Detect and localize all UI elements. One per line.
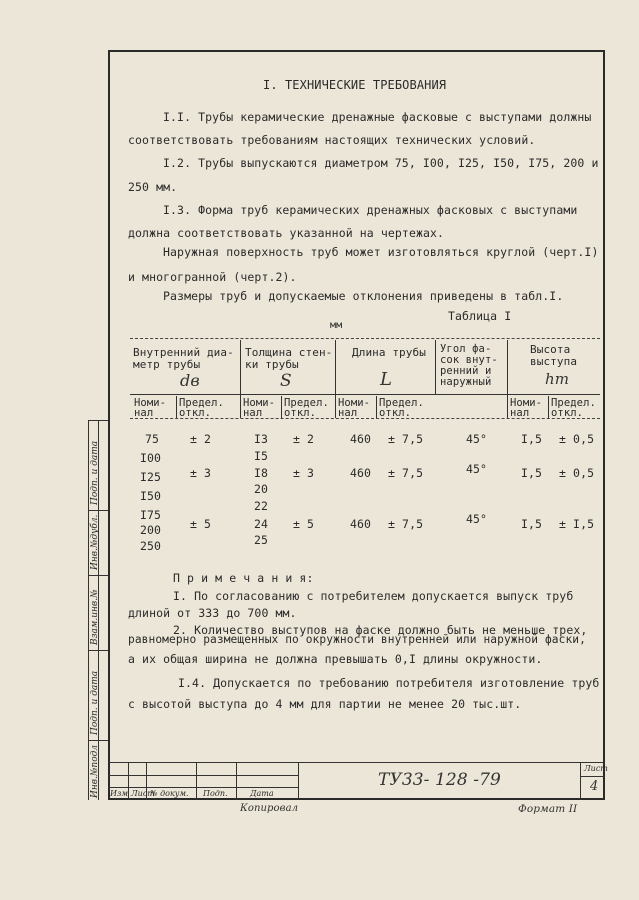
note-1-line2: длиной от 333 до 700 мм. <box>128 606 297 620</box>
table-col-divider <box>335 340 336 418</box>
subheader-deviation: Предел. <box>379 397 424 409</box>
table-cell-height: I,5 <box>521 432 543 446</box>
table-cell-height-dev: ± 0,5 <box>559 432 595 446</box>
table-cell-height-dev: ± I,5 <box>559 517 595 531</box>
table-cell-length-dev: ± 7,5 <box>388 517 424 531</box>
table-cell-height-dev: ± 0,5 <box>559 466 595 480</box>
sheet-number: 4 <box>590 779 599 794</box>
table-col-divider <box>240 340 241 418</box>
table-caption: Таблица I <box>448 309 512 323</box>
title-block-rule <box>108 787 298 788</box>
title-block-date: Дата <box>250 789 274 798</box>
table-cell-diameter: 75 <box>145 432 160 446</box>
table-subcol-divider <box>176 396 177 418</box>
side-stamp-label: Подп. и дата <box>90 440 100 505</box>
table-cell-wall: I3 <box>254 432 269 446</box>
table-col-divider <box>435 340 436 394</box>
note-1-line1: I. По согласованию с потребителем допускается выпуск труб <box>173 589 574 603</box>
subheader-deviation: откл. <box>284 407 317 419</box>
subheader-nominal: нал <box>134 407 154 419</box>
table-cell-diameter: I50 <box>140 489 162 503</box>
header-angle: Угол фа- <box>440 343 492 355</box>
table-subcol-divider <box>281 396 282 418</box>
title-block-list: Лист <box>131 789 155 798</box>
header-height: Высота <box>530 343 571 356</box>
header-height: выступа <box>530 355 578 368</box>
subheader-deviation: Предел. <box>284 397 329 409</box>
subheader-deviation: Предел. <box>179 397 224 409</box>
subheader-deviation: Предел. <box>551 397 596 409</box>
table-cell-diameter: I75 <box>140 508 162 522</box>
table-subcol-divider <box>548 396 549 418</box>
subheader-deviation: откл. <box>379 407 412 419</box>
table-cell-length: 460 <box>350 517 372 531</box>
table-cell-length: 460 <box>350 466 372 480</box>
paragraph-1-1-line2: соответствовать требованиям настоящих технических условий. <box>128 133 536 147</box>
header-inner-diameter: Внутренний диа- <box>133 346 234 359</box>
header-wall: ки трубы <box>245 358 299 371</box>
title-block-sign: Подп. <box>203 789 228 798</box>
title-block-divider <box>128 762 129 800</box>
title-block-rule <box>108 762 605 763</box>
header-wall-symbol: S <box>280 371 292 391</box>
title-block-divider <box>236 762 237 800</box>
table-cell-wall-dev: ± 2 <box>293 432 315 446</box>
subheader-deviation: откл. <box>551 407 584 419</box>
table-cell-diameter-dev: ± 5 <box>190 517 212 531</box>
side-stamp-label: Взам.инв.№ <box>90 589 100 645</box>
header-height-symbol: hт <box>545 370 570 388</box>
side-stamp-label: Инв.№подл <box>90 744 100 798</box>
table-cell-diameter: I00 <box>140 451 162 465</box>
note-2-line3: а их общая ширина не должна превышать 0,I длины окружности. <box>128 652 543 666</box>
table-cell-height: I,5 <box>521 517 543 531</box>
subheader-nominal: нал <box>243 407 263 419</box>
section-heading: I. ТЕХНИЧЕСКИЕ ТРЕБОВАНИЯ <box>263 78 447 92</box>
table-cell-diameter-dev: ± 2 <box>190 432 212 446</box>
table-cell-diameter: 200 <box>140 523 162 537</box>
table-cell-angle: 45° <box>466 462 488 476</box>
paragraph-outer-line1: Наружная поверхность труб может изготовляться круглой (черт.I) <box>163 245 599 259</box>
table-top-rule <box>130 338 600 339</box>
side-stamp-label: Подп. и дата <box>90 670 100 735</box>
document-code: ТУ33- 128 -79 <box>378 770 501 790</box>
table-cell-length: 460 <box>350 432 372 446</box>
subheader-nominal: Номи- <box>510 397 543 409</box>
paragraph-1-4-line1: I.4. Допускается по требованию потребителя изготовление труб <box>178 676 600 690</box>
table-col-divider <box>507 340 508 418</box>
title-block-rule <box>580 776 605 777</box>
table-cell-wall-dev: ± 3 <box>293 466 315 480</box>
subheader-deviation: откл. <box>179 407 212 419</box>
sheet-label: Лист <box>584 764 608 773</box>
table-cell-length-dev: ± 7,5 <box>388 466 424 480</box>
subheader-nominal: Номи- <box>134 397 167 409</box>
table-cell-length-dev: ± 7,5 <box>388 432 424 446</box>
title-block-izm: Изм <box>110 789 128 798</box>
table-header-rule <box>130 394 600 395</box>
header-length-symbol: L <box>380 369 393 390</box>
header-inner-diameter-symbol: dв <box>180 371 200 390</box>
side-stamp-divider <box>88 575 108 576</box>
table-cell-height: I,5 <box>521 466 543 480</box>
title-block-divider <box>580 762 581 800</box>
paragraph-sizes: Размеры труб и допускаемые отклонения приведены в табл.I. <box>163 289 564 303</box>
table-cell-wall: 24 <box>254 517 269 531</box>
table-subcol-divider <box>376 396 377 418</box>
header-angle: ренний и <box>440 365 492 377</box>
subheader-nominal: Номи- <box>338 397 371 409</box>
paragraph-1-2-line1: I.2. Трубы выпускаются диаметром 75, I00, I25, I50, I75, 200 и <box>163 156 599 170</box>
paragraph-1-3-line2: должна соответствовать указанной на чертежах. <box>128 226 445 240</box>
notes-title: П р и м е ч а н и я: <box>173 571 314 585</box>
paragraph-outer-line2: и многогранной (черт.2). <box>128 270 297 284</box>
table-cell-angle: 45° <box>466 432 488 446</box>
header-inner-diameter: метр трубы <box>133 358 201 371</box>
side-stamp-divider <box>88 740 108 741</box>
table-cell-angle: 45° <box>466 512 488 526</box>
note-2-line1: 2. Количество выступов на фаске должно быть не меньше трех, <box>173 623 588 637</box>
side-stamp-label: Инв.№дубл. <box>90 514 100 570</box>
subheader-nominal: нал <box>338 407 358 419</box>
title-block-divider <box>196 762 197 800</box>
table-cell-wall: 22 <box>254 499 269 513</box>
paragraph-1-3-line1: I.3. Форма труб керамических дренажных фасковых с выступами <box>163 203 578 217</box>
subheader-nominal: Номи- <box>243 397 276 409</box>
header-length: Длина трубы <box>352 346 426 359</box>
table-cell-wall: 25 <box>254 533 269 547</box>
side-stamp-divider <box>88 420 108 421</box>
title-block-rule <box>108 775 298 776</box>
table-cell-wall: I5 <box>254 449 269 463</box>
title-block-divider <box>298 762 299 800</box>
side-stamp-border <box>88 420 89 800</box>
note-2-line2: равномерно размещенных по окружности внутренней или наружной фаски, <box>128 633 586 646</box>
footer-format: Формат II <box>518 803 578 815</box>
side-stamp-divider <box>88 650 108 651</box>
header-angle: сок внут- <box>440 354 498 366</box>
paragraph-1-4-line2: с высотой выступа до 4 мм для партии не менее 20 тыс.шт. <box>128 697 522 711</box>
header-wall: Толщина стен- <box>245 346 333 359</box>
subheader-nominal: нал <box>510 407 530 419</box>
footer-copied: Копировал <box>240 803 299 814</box>
table-cell-wall: I8 <box>254 466 269 480</box>
title-block-doc: № докум. <box>150 789 189 798</box>
table-cell-diameter-dev: ± 3 <box>190 466 212 480</box>
table-cell-diameter: I25 <box>140 470 162 484</box>
paragraph-1-2-line2: 250 мм. <box>128 180 178 194</box>
side-stamp-divider <box>88 510 108 511</box>
table-cell-wall: 20 <box>254 482 269 496</box>
paragraph-1-1-line1: I.I. Трубы керамические дренажные фасковые с выступами должны <box>163 110 592 124</box>
table-cell-diameter: 250 <box>140 539 162 553</box>
table-unit: мм <box>330 320 343 331</box>
header-angle: наружный <box>440 376 492 388</box>
table-cell-wall-dev: ± 5 <box>293 517 315 531</box>
